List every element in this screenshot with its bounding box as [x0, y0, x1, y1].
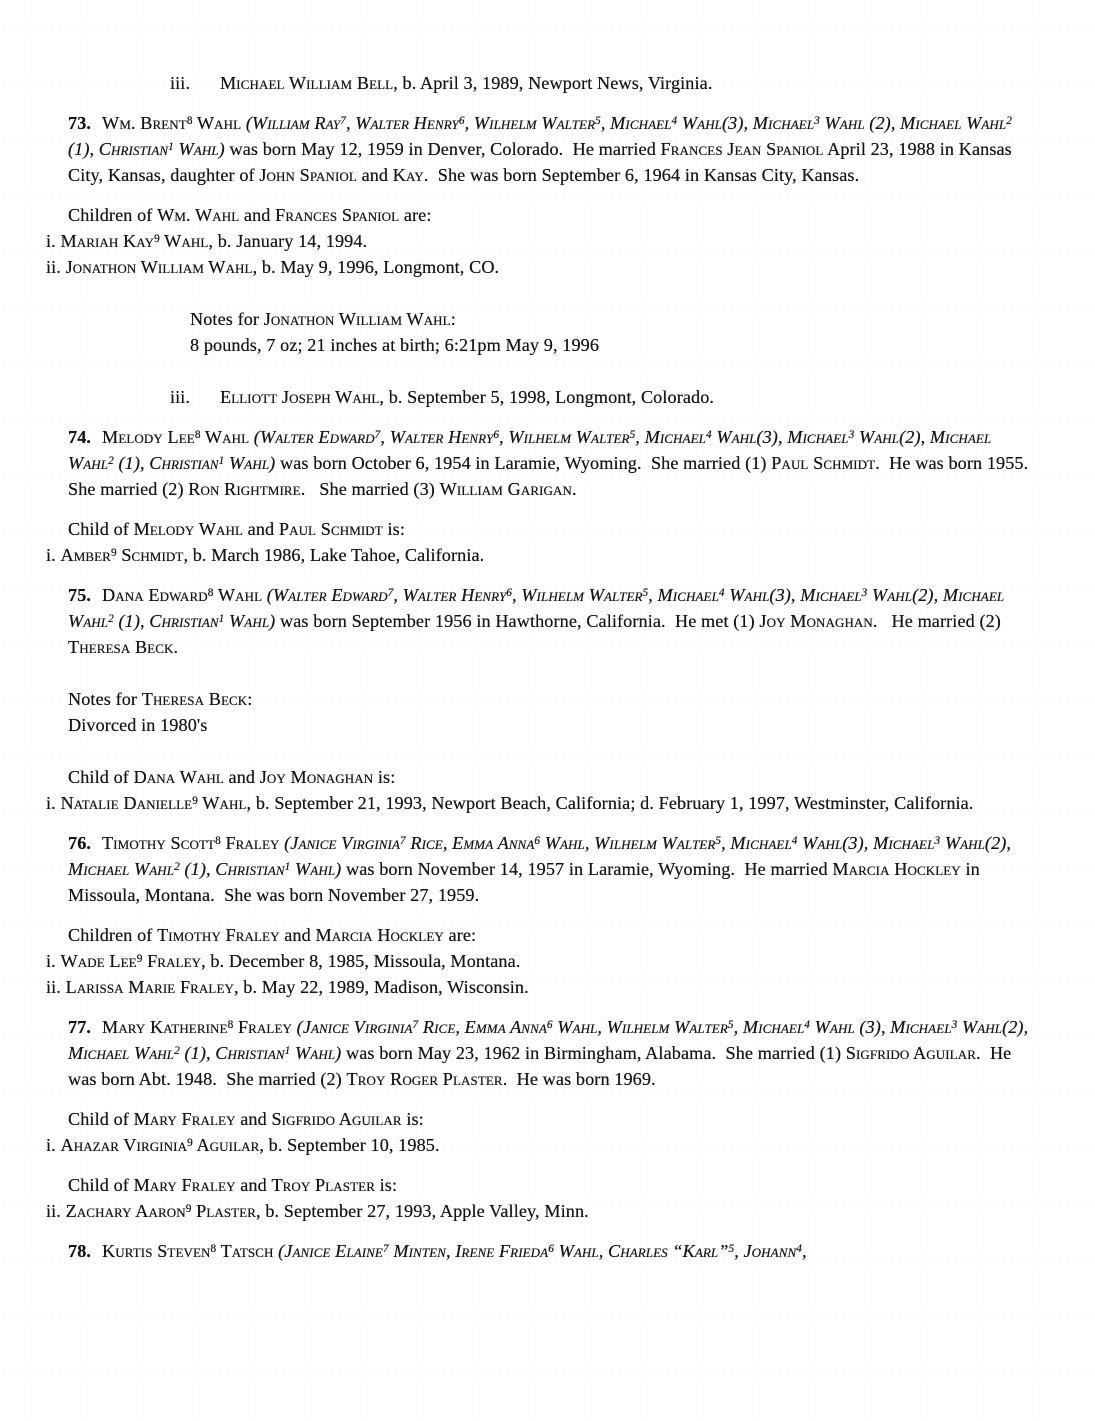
- child-record: [46, 948, 1033, 974]
- entry-paragraph: [68, 424, 1038, 502]
- text-run: was born September 1956 in Hawthorne, California. He met (1): [275, 611, 760, 631]
- text-run: was born May 12, 1959 in Denver, Colorado. He married: [224, 139, 661, 159]
- name-smallcaps: Troy Roger Plaster: [346, 1069, 503, 1089]
- ancestry-line: , Michael: [721, 833, 792, 853]
- ancestry-line: Wahl(2), Michael Wahl: [68, 427, 996, 473]
- generation-superscript: 4: [796, 1243, 802, 1256]
- generation-superscript: 5: [728, 1243, 735, 1256]
- generation-superscript: 7: [412, 1019, 419, 1032]
- child-record: [170, 384, 1033, 410]
- generation-superscript: 7: [340, 115, 346, 128]
- entry-paragraph: [68, 110, 1033, 188]
- text-run: and: [235, 1109, 272, 1129]
- child-melody-paul: [46, 516, 1033, 568]
- ancestry-line: (1), Christian: [68, 113, 1017, 159]
- child-record: [46, 542, 1033, 568]
- children-wm-frances: [46, 202, 1033, 280]
- generation-superscript: 4: [718, 587, 725, 600]
- child-roman-numeral: iii.: [170, 73, 191, 93]
- name-smallcaps: Sigfrido Aguilar: [271, 1109, 402, 1129]
- name-smallcaps: Timothy Scott: [102, 833, 216, 853]
- ancestry-line: (Janice Virginia: [284, 833, 401, 853]
- ancestry-line: (1), Christian: [179, 1043, 285, 1063]
- text-run: was born October 6, 1954 in Laramie, Wyoming. She married (1): [275, 453, 772, 473]
- ancestry-line: Wahl(3), Michael: [711, 427, 849, 447]
- name-smallcaps: Mary Fraley: [133, 1109, 236, 1129]
- generation-superscript: 6: [458, 115, 465, 128]
- name-smallcaps: Wahl: [200, 427, 254, 447]
- entry-paragraph: [68, 1238, 1033, 1264]
- text-run: , b. May 9, 1996, Longmont, CO.: [252, 257, 500, 277]
- ancestry-line: (William Ray: [245, 113, 341, 133]
- text-run: are:: [443, 925, 477, 945]
- ancestry-line: Wahl): [224, 453, 276, 473]
- name-smallcaps: Wm. Brent: [102, 113, 187, 133]
- entry-paragraph: [68, 830, 1033, 908]
- entry-paragraph: [68, 582, 1033, 660]
- text-run: , b. September 21, 1993, Newport Beach, California; d. February 1, 1997, Westminster, California.: [246, 793, 974, 813]
- generation-superscript: 4: [791, 835, 798, 848]
- ancestry-line: (1), Christian: [113, 453, 219, 473]
- text-run: Children of: [68, 925, 158, 945]
- text-run: are:: [399, 205, 432, 225]
- name-smallcaps: Wahl: [192, 113, 246, 133]
- ancestry-line: (Walter Edward: [253, 427, 375, 447]
- name-smallcaps: Mariah Kay: [60, 231, 155, 251]
- ancestry-line: Wahl(3), Michael: [677, 113, 815, 133]
- child-record: [46, 1198, 1033, 1224]
- text-run: and: [243, 519, 279, 539]
- text-run: , b. September 5, 1998, Longmont, Colorado.: [379, 387, 715, 407]
- generation-superscript: 5: [642, 587, 649, 600]
- entry-number: 73.: [68, 113, 92, 133]
- ancestry-line: (1), Christian: [113, 611, 219, 631]
- name-smallcaps: Larissa Marie Fraley: [65, 977, 234, 997]
- name-smallcaps: Melody Wahl: [133, 519, 243, 539]
- name-smallcaps: Jonathon William Wahl: [263, 309, 451, 329]
- name-smallcaps: Natalie Danielle: [60, 793, 193, 813]
- ancestry-line: , Johann: [734, 1241, 797, 1261]
- child-record: [46, 1132, 1033, 1158]
- child-record: [46, 254, 1033, 280]
- name-smallcaps: Paul Schmidt: [771, 453, 876, 473]
- text-run: is:: [401, 1109, 424, 1129]
- text-run: and: [279, 925, 316, 945]
- generation-superscript: 6: [493, 429, 500, 442]
- text-run: and: [356, 165, 393, 185]
- ancestry-line: Wahl(2), Michael Wahl: [68, 833, 1016, 879]
- name-smallcaps: Marcia Hockley: [832, 859, 961, 879]
- name-smallcaps: Joy Monaghan: [259, 767, 374, 787]
- text-run: , b. December 8, 1985, Missoula, Montana.: [201, 951, 521, 971]
- name-smallcaps: Timothy Fraley: [157, 925, 280, 945]
- generation-superscript: 6: [546, 1019, 553, 1032]
- name-smallcaps: Wahl: [213, 585, 267, 605]
- ancestry-line: Wahl, Wilhelm Walter: [540, 833, 716, 853]
- ancestry-line: Rice, Emma Anna: [418, 1017, 547, 1037]
- ancestry-line: , Walter Henry: [345, 113, 459, 133]
- ancestry-line: , Wilhelm Walter: [499, 427, 630, 447]
- name-smallcaps: Plaster: [191, 1201, 257, 1221]
- generation-superscript: 8: [210, 1243, 217, 1256]
- generation-superscript: 1: [218, 613, 225, 626]
- text-run: . He married (2): [872, 611, 1006, 631]
- name-smallcaps: Tatsch: [216, 1241, 279, 1261]
- child-record: [170, 70, 1033, 96]
- name-smallcaps: Paul Schmidt: [278, 519, 383, 539]
- text-run: Child of: [68, 767, 134, 787]
- generation-superscript: 5: [595, 115, 601, 128]
- text-run: Child of: [68, 1175, 134, 1195]
- name-smallcaps: Zachary Aaron: [65, 1201, 186, 1221]
- ancestry-line: Wahl(2), Michael Wahl: [68, 585, 1009, 631]
- text-run: . She married (3): [300, 479, 440, 499]
- child-mary-troy: [46, 1172, 1033, 1224]
- child-mary-sigfrido: [46, 1106, 1033, 1158]
- entry-number: 78.: [68, 1241, 92, 1261]
- genealogy-entry-77: [68, 1014, 1033, 1092]
- ancestry-line: Wahl): [290, 859, 342, 879]
- ancestry-line: Minten, Irene Frieda: [388, 1241, 549, 1261]
- name-smallcaps: Frances Jean Spaniol: [660, 139, 824, 159]
- ancestry-line: Wahl): [173, 139, 225, 159]
- generation-superscript: 6: [548, 1243, 554, 1256]
- text-run: , b. September 10, 1985.: [259, 1135, 440, 1155]
- children-intro: [68, 764, 1033, 790]
- document-body: [46, 70, 1038, 1264]
- text-run: 8 pounds, 7 oz; 21 inches at birth; 6:21pm May 9, 1996: [190, 335, 600, 355]
- ancestry-line: Wahl(3), Michael: [797, 833, 935, 853]
- ancestry-line: (Janice Elaine: [278, 1241, 383, 1261]
- generation-superscript: 7: [374, 429, 381, 442]
- generation-superscript: 2: [174, 861, 180, 874]
- ancestry-line: Wahl, Wilhelm Walter: [552, 1017, 728, 1037]
- name-smallcaps: Fraley: [220, 833, 285, 853]
- children-intro: [68, 1106, 1033, 1132]
- genealogy-entry-73: [68, 110, 1033, 188]
- ancestry-line: Wahl(2), Michael Wahl: [68, 1017, 1033, 1063]
- child-roman-numeral: i.: [46, 951, 56, 971]
- name-smallcaps: Dana Edward: [102, 585, 208, 605]
- text-run: . He was born Abt. 1948. She married (2): [68, 1043, 1017, 1089]
- name-smallcaps: Troy Plaster: [271, 1175, 375, 1195]
- ancestry-line: Wahl): [224, 611, 276, 631]
- ancestry-line: (1), Christian: [179, 859, 285, 879]
- child-roman-numeral: ii.: [46, 977, 61, 997]
- genealogy-entry-76: [68, 830, 1033, 908]
- text-run: and: [223, 767, 260, 787]
- generation-superscript: 4: [804, 1019, 811, 1032]
- ancestry-line: , Wilhelm Walter: [464, 113, 596, 133]
- child-roman-numeral: ii.: [46, 257, 61, 277]
- text-run: , b. January 14, 1994.: [208, 231, 368, 251]
- ancestry-line: Wahl (2), Michael Wahl: [819, 113, 1007, 133]
- text-run: . He was born 1969.: [502, 1069, 656, 1089]
- generation-superscript: 3: [934, 835, 941, 848]
- child-roman-numeral: i.: [46, 545, 56, 565]
- ancestry-line: Rice, Emma Anna: [405, 833, 535, 853]
- name-smallcaps: Frances Spaniol: [275, 205, 400, 225]
- generation-superscript: 2: [174, 1045, 180, 1058]
- name-smallcaps: Dana Wahl: [133, 767, 224, 787]
- generation-superscript: 3: [951, 1019, 958, 1032]
- generation-superscript: 1: [218, 455, 225, 468]
- ancestry-line: (Janice Virginia: [296, 1017, 413, 1037]
- name-smallcaps: Amber: [60, 545, 111, 565]
- text-run: .: [173, 637, 179, 657]
- ancestry-line: Wahl): [290, 1043, 342, 1063]
- generation-superscript: 9: [136, 953, 143, 966]
- text-run: , b. September 27, 1993, Apple Valley, Minn.: [256, 1201, 589, 1221]
- text-run: is:: [382, 519, 405, 539]
- ancestry-line: (Walter Edward: [266, 585, 388, 605]
- generation-superscript: 9: [154, 233, 160, 246]
- text-run: is:: [373, 767, 396, 787]
- generation-superscript: 7: [387, 587, 394, 600]
- text-run: is:: [374, 1175, 398, 1195]
- generation-superscript: 7: [400, 835, 406, 848]
- notes-line: [68, 712, 1033, 738]
- children-intro: [68, 1172, 1033, 1198]
- name-smallcaps: Jonathon William Wahl: [65, 257, 253, 277]
- generation-superscript: 9: [192, 795, 198, 808]
- generation-superscript: 5: [715, 835, 722, 848]
- text-run: Child of: [68, 1109, 134, 1129]
- name-smallcaps: Ahazar Virginia: [60, 1135, 188, 1155]
- text-run: Divorced in 1980's: [68, 715, 208, 735]
- text-run: Children of: [68, 205, 158, 225]
- text-run: . She was born September 6, 1964 in Kansas City, Kansas.: [423, 165, 860, 185]
- generation-superscript: 8: [186, 115, 193, 128]
- text-run: :: [450, 309, 456, 329]
- notes-line: [190, 332, 1033, 358]
- text-run: in Missoula, Montana. She was born November 27, 1959.: [68, 859, 985, 905]
- name-smallcaps: John Spaniol: [259, 165, 357, 185]
- notes-line: [68, 686, 1033, 712]
- generation-superscript: 6: [506, 587, 513, 600]
- generation-superscript: 8: [207, 587, 214, 600]
- generation-superscript: 2: [1006, 115, 1012, 128]
- name-smallcaps: Fraley: [142, 951, 202, 971]
- generation-superscript: 3: [848, 429, 855, 442]
- entry-number: 75.: [68, 585, 92, 605]
- entry-number: 77.: [68, 1017, 92, 1037]
- generation-superscript: 5: [629, 429, 636, 442]
- name-smallcaps: Wahl: [197, 793, 247, 813]
- generation-superscript: 1: [168, 141, 174, 154]
- child-roman-numeral: iii.: [170, 387, 191, 407]
- children-timothy-marcia: [46, 922, 1033, 1000]
- generation-superscript: 9: [110, 547, 117, 560]
- ancestry-line: Wahl (3), Michael: [810, 1017, 952, 1037]
- text-run: Child of: [68, 519, 134, 539]
- children-intro: [68, 922, 1033, 948]
- generation-superscript: 4: [671, 115, 678, 128]
- text-run: was born November 14, 1957 in Laramie, Wyoming. He married: [341, 859, 833, 879]
- name-smallcaps: Theresa Beck: [68, 637, 174, 657]
- text-run: Notes for: [68, 689, 142, 709]
- generation-superscript: 3: [861, 587, 868, 600]
- generation-superscript: 1: [284, 1045, 291, 1058]
- name-smallcaps: Wade Lee: [60, 951, 137, 971]
- notes-line: [190, 306, 1033, 332]
- child-line-michael-bell: [68, 70, 1033, 96]
- ancestry-line: , Walter Henry: [393, 585, 507, 605]
- notes-jonathon: [190, 306, 1033, 358]
- genealogy-entry-74: [68, 424, 1038, 502]
- name-smallcaps: William Garigan: [439, 479, 572, 499]
- name-smallcaps: Marcia Hockley: [315, 925, 444, 945]
- notes-theresa: [68, 686, 1033, 738]
- name-smallcaps: Mary Fraley: [133, 1175, 236, 1195]
- text-run: . He was born 1955. She married (2): [68, 453, 1038, 499]
- name-smallcaps: Aguilar: [192, 1135, 260, 1155]
- entry-paragraph: [68, 1014, 1033, 1092]
- name-smallcaps: Michael William Bell: [220, 73, 394, 93]
- children-intro: [68, 516, 1033, 542]
- ancestry-line: Wahl, Charles “Karl”: [553, 1241, 729, 1261]
- child-line-elliott: [68, 384, 1033, 410]
- name-smallcaps: Joy Monaghan: [759, 611, 873, 631]
- generation-superscript: 9: [187, 1137, 193, 1150]
- generation-superscript: 5: [727, 1019, 734, 1032]
- name-smallcaps: Mary Katherine: [102, 1017, 228, 1037]
- generation-superscript: 8: [215, 835, 221, 848]
- child-record: [46, 228, 1033, 254]
- generation-superscript: 3: [814, 115, 820, 128]
- text-run: April 23, 1988 in Kansas City, Kansas, daughter of: [68, 139, 1017, 185]
- generation-superscript: 9: [185, 1203, 192, 1216]
- generation-superscript: 2: [108, 613, 114, 626]
- ancestry-line: , Walter Henry: [380, 427, 494, 447]
- ancestry-line: , Wilhelm Walter: [512, 585, 643, 605]
- text-run: , b. April 3, 1989, Newport News, Virginia.: [393, 73, 713, 93]
- generation-superscript: 8: [194, 429, 201, 442]
- child-roman-numeral: i.: [46, 231, 56, 251]
- generation-superscript: 7: [382, 1243, 389, 1256]
- child-roman-numeral: i.: [46, 793, 56, 813]
- genealogy-entry-78: [68, 1238, 1033, 1264]
- ancestry-line: , Michael: [600, 113, 672, 133]
- generation-superscript: 8: [227, 1019, 234, 1032]
- child-record: [46, 790, 1033, 816]
- name-smallcaps: Melody Lee: [102, 427, 195, 447]
- text-run: , b. May 22, 1989, Madison, Wisconsin.: [234, 977, 529, 997]
- name-smallcaps: Theresa Beck: [141, 689, 248, 709]
- child-record: [46, 974, 1033, 1000]
- name-smallcaps: Sigfrido Aguilar: [845, 1043, 976, 1063]
- generation-superscript: 1: [284, 861, 291, 874]
- generation-superscript: 6: [534, 835, 541, 848]
- name-smallcaps: Schmidt: [116, 545, 184, 565]
- text-run: .: [571, 479, 577, 499]
- entry-number: 76.: [68, 833, 92, 853]
- text-run: :: [247, 689, 253, 709]
- name-smallcaps: Elliott Joseph Wahl: [220, 387, 380, 407]
- text-run: and: [239, 205, 276, 225]
- genealogy-entry-75: [68, 582, 1033, 660]
- text-run: and: [235, 1175, 272, 1195]
- text-run: , b. March 1986, Lake Tahoe, California.: [183, 545, 485, 565]
- generation-superscript: 4: [705, 429, 712, 442]
- child-roman-numeral: i.: [46, 1135, 56, 1155]
- name-smallcaps: Kurtis Steven: [102, 1241, 211, 1261]
- name-smallcaps: Kay: [392, 165, 424, 185]
- text-run: was born May 23, 1962 in Birmingham, Alabama. She married (1): [341, 1043, 846, 1063]
- name-smallcaps: Fraley: [233, 1017, 297, 1037]
- child-roman-numeral: ii.: [46, 1201, 61, 1221]
- generation-superscript: 2: [108, 455, 114, 468]
- entry-number: 74.: [68, 427, 92, 447]
- ancestry-line: Wahl(3), Michael: [724, 585, 862, 605]
- child-dana-joy: [46, 764, 1033, 816]
- name-smallcaps: Wahl: [159, 231, 209, 251]
- text-run: Notes for: [190, 309, 264, 329]
- ancestry-line: ,: [801, 1241, 807, 1261]
- children-intro: [68, 202, 1033, 228]
- ancestry-line: , Michael: [648, 585, 719, 605]
- name-smallcaps: Ron Rightmire: [188, 479, 301, 499]
- ancestry-line: , Michael: [635, 427, 706, 447]
- name-smallcaps: Wm. Wahl: [157, 205, 240, 225]
- ancestry-line: , Michael: [733, 1017, 805, 1037]
